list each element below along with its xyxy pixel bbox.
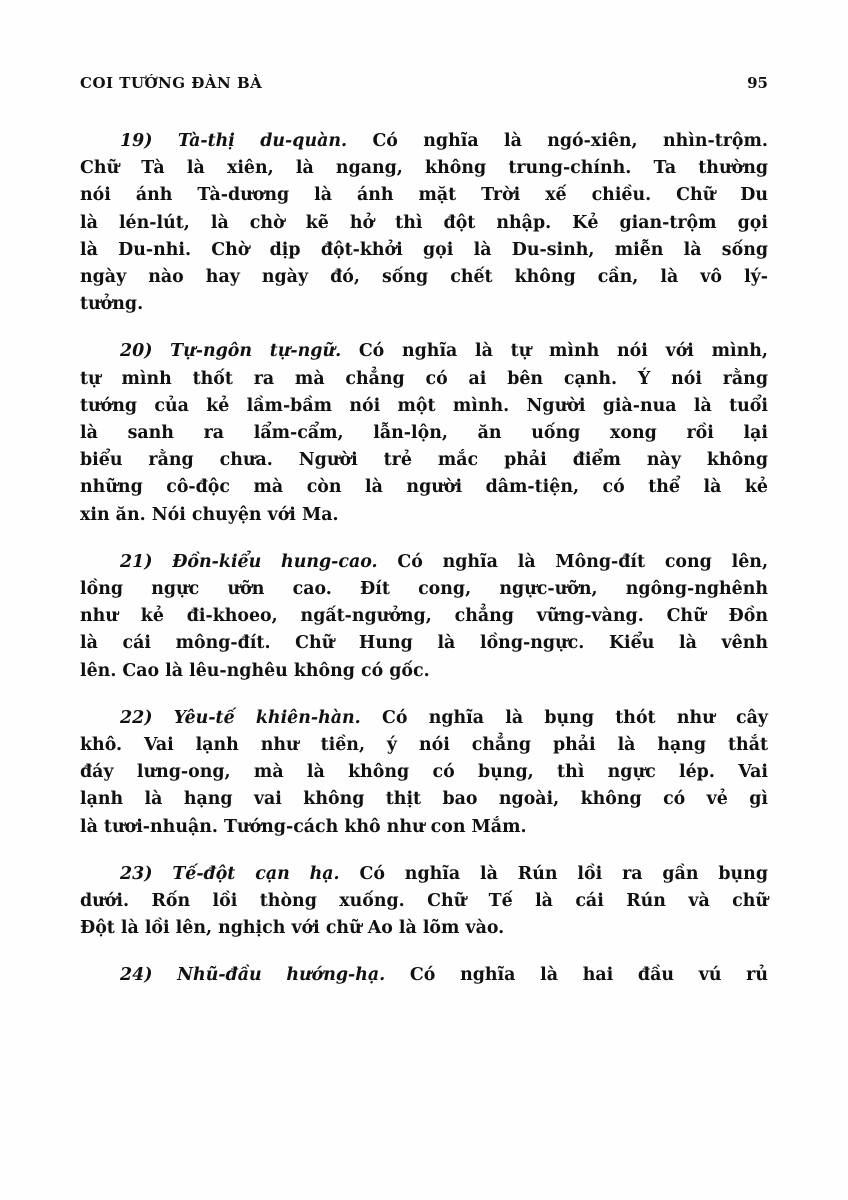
- entry-line: những cô-độc mà còn là người dâm-tiện, có thể là kẻ: [80, 477, 768, 498]
- entry-line: như kẻ đi-khoeo, ngất-ngưởng, chẳng vững-vàng. Chữ Đồn: [80, 606, 768, 627]
- entry-line: là lén-lút, là chờ kẽ hở thì đột nhập. Kẻ gian-trộm gọi: [80, 212, 768, 233]
- entry-23: [80, 861, 768, 943]
- entry-number: 23): [120, 863, 153, 884]
- entry-line: ngày nào hay ngày đó, sống chết không cần, là vô lý-: [80, 267, 768, 288]
- entry-line: tự mình thốt ra mà chẳng có ai bên cạnh. Ý nói rằng: [80, 368, 768, 389]
- entry-line: lên. Cao là lêu-nghêu không có gốc.: [80, 660, 430, 681]
- entry-line: nói ánh Tà-dương là ánh mặt Trời xế chiều. Chữ Du: [80, 185, 768, 206]
- entry-22: [80, 705, 768, 841]
- entry-number: 21): [120, 551, 153, 572]
- entry-term: Yêu-tế khiên-hàn.: [173, 707, 361, 728]
- entry-number: 19): [120, 131, 153, 151]
- body-text: [80, 128, 768, 1010]
- entry-21: [80, 549, 768, 685]
- entry-line: xin ăn. Nói chuyện với Ma.: [80, 504, 339, 525]
- entry-20: [80, 338, 768, 528]
- entry-term: Nhũ-đầu hướng-hạ.: [177, 965, 386, 986]
- entry-line: là Du-nhi. Chờ dịp đột-khởi gọi là Du-sinh, miễn là sống: [80, 239, 768, 260]
- running-header: [80, 74, 768, 96]
- entry-number: 20): [120, 341, 153, 362]
- entry-term: Đồn-kiểu hung-cao.: [172, 551, 378, 572]
- page-number: 95: [747, 74, 768, 92]
- entry-19: [80, 128, 768, 318]
- entry-line: Có nghĩa là Mông-đít cong lên,: [377, 551, 768, 572]
- entry-line: là tươi-nhuận. Tướng-cách khô như con Mắm.: [80, 816, 527, 837]
- entry-24: [80, 962, 768, 989]
- entry-line: Đột là lồi lên, nghịch với chữ Ao là lõm vào.: [80, 918, 505, 939]
- entry-line: là cái mông-đít. Chữ Hung là lồng-ngực. Kiểu là vênh: [80, 633, 768, 654]
- running-title: COI TƯỚNG ĐÀN BÀ: [80, 74, 263, 92]
- entry-line: lạnh là hạng vai không thịt bao ngoài, không có vẻ gì: [80, 789, 768, 810]
- entry-number: 22): [120, 707, 153, 728]
- entry-term: Tế-đột cạn hạ.: [172, 863, 340, 884]
- entry-line: đáy lưng-ong, mà là không có bụng, thì ngực lép. Vai: [80, 762, 768, 783]
- entry-number: 24): [120, 965, 153, 986]
- entry-line: Có nghĩa là Rún lồi ra gần bụng: [339, 863, 768, 884]
- entry-line: lồng ngực ưỡn cao. Đít cong, ngực-ưỡn, ngông-nghênh: [80, 579, 768, 600]
- entry-term: Tà-thị du-quàn.: [177, 131, 348, 151]
- entry-line: biểu rằng chưa. Người trẻ mắc phải điểm này không: [80, 450, 768, 471]
- entry-line: Có nghĩa là hai đầu vú rủ: [385, 965, 768, 986]
- entry-line: Có nghĩa là bụng thót như cây: [360, 707, 768, 728]
- entry-line: là sanh ra lẩm-cẩm, lẫn-lộn, ăn uống xong rồi lại: [80, 423, 768, 444]
- entry-line: khô. Vai lạnh như tiền, ý nói chẳng phải là hạng thắt: [80, 735, 768, 756]
- entry-line: Chữ Tà là xiên, là ngang, không trung-chính. Ta thường: [80, 158, 768, 179]
- entry-line: Có nghĩa là tự mình nói với mình,: [341, 341, 768, 362]
- entry-line: dưới. Rốn lồi thòng xuống. Chữ Tế là cái Rún và chữ: [80, 891, 768, 912]
- entry-line: Có nghĩa là ngó-xiên, nhìn-trộm.: [347, 131, 768, 151]
- entry-line: tưởng.: [80, 294, 144, 315]
- entry-line: tướng của kẻ lầm-bầm nói một mình. Người già-nua là tuổi: [80, 395, 768, 416]
- entry-term: Tự-ngôn tự-ngữ.: [170, 341, 342, 362]
